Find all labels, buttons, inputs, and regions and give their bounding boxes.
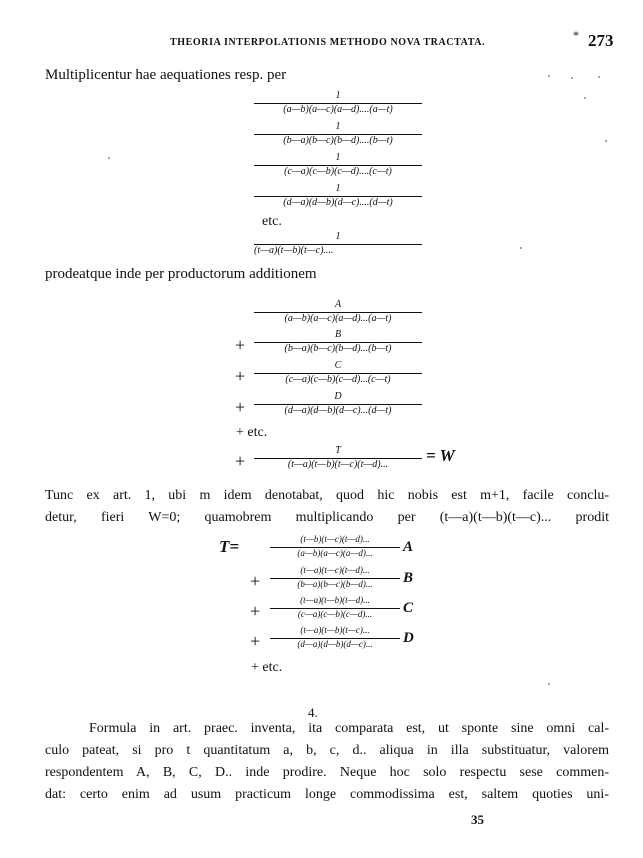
multiplier-etc: etc.	[262, 214, 282, 229]
sum-term-b	[254, 330, 422, 354]
multiplier-c-num: 1	[335, 152, 341, 163]
paragraph-1-line-1: Tunc ex art. 1, ubi m idem denotabat, quod hic nobis est m+1, facile conclu-	[45, 488, 609, 503]
t-term-b-num: (t—a)(t—c)(t—d)...	[300, 565, 370, 575]
sum-term-c-num: C	[334, 360, 342, 371]
t-term-b-den: (b—a)(b—c)(b—d)...	[270, 578, 400, 589]
paragraph-2-line-3: respondentem A, B, C, D.. inde prodire. Neque hoc solo respectu sese commen-	[45, 765, 609, 780]
sum-term-a-num: A	[334, 299, 342, 310]
multiplier-d	[254, 184, 422, 208]
multiplier-a-den: (a—b)(a—c)(a—d)....(a—t)	[254, 103, 422, 115]
scan-speck	[108, 157, 110, 159]
sum-term-t-den: (t—a)(t—b)(t—c)(t—d)...	[254, 458, 422, 470]
sum-plus-t: +	[235, 451, 246, 471]
sum-term-c	[254, 361, 422, 385]
t-term-d-den: (d—a)(d—b)(d—c)...	[270, 638, 400, 649]
t-term-a-letter: A	[403, 539, 414, 555]
multiplier-c	[254, 153, 422, 177]
multiplier-t	[254, 232, 422, 256]
paragraph-1	[45, 485, 609, 529]
page-mark: *	[573, 28, 579, 42]
intro-text: Multiplicentur hae aequationes resp. per	[45, 67, 287, 83]
paragraph-2	[45, 718, 609, 806]
sum-term-d	[254, 392, 422, 416]
sum-term-a	[254, 300, 422, 324]
sum-plus-c: +	[235, 366, 246, 386]
running-title: THEORIA INTERPOLATIONIS METHODO NOVA TRACTATA.	[170, 37, 486, 48]
sum-term-t-num: T	[335, 445, 341, 456]
footer-signature: 35	[471, 812, 484, 827]
t-term-c-den: (c—a)(c—b)(c—d)...	[270, 608, 400, 619]
scan-speck	[548, 75, 550, 77]
paragraph-2-line-1: Formula in art. praec. inventa, ita comparata est, ut sponte sine omni cal-	[89, 721, 609, 736]
section-number: 4.	[308, 705, 318, 720]
sum-term-d-num: D	[334, 391, 342, 402]
t-term-d-num: (t—a)(t—b)(t—c)...	[300, 625, 370, 635]
multiplier-b-den: (b—a)(b—c)(b—d)....(b—t)	[254, 134, 422, 146]
sum-term-d-den: (d—a)(d—b)(d—c)...(d—t)	[254, 404, 422, 416]
scan-speck	[571, 77, 573, 79]
sum-term-b-den: (b—a)(b—c)(b—d)...(b—t)	[254, 342, 422, 354]
t-term-a-den: (a—b)(a—c)(a—d)...	[270, 547, 400, 558]
multiplier-a-num: 1	[335, 90, 341, 101]
scan-speck	[584, 97, 586, 99]
t-term-d	[270, 626, 400, 649]
t-plus-d: +	[250, 631, 261, 651]
multiplier-c-den: (c—a)(c—b)(c—d)....(c—t)	[254, 165, 422, 177]
multiplier-d-num: 1	[335, 183, 341, 194]
sum-term-a-den: (a—b)(a—c)(a—d)...(a—t)	[254, 312, 422, 324]
t-term-a	[270, 535, 400, 558]
scan-speck	[605, 140, 607, 142]
sum-term-t	[254, 446, 422, 470]
multiplier-d-den: (d—a)(d—b)(d—c)....(d—t)	[254, 196, 422, 208]
t-term-c	[270, 596, 400, 619]
sum-etc: + etc.	[236, 425, 268, 440]
multiplier-t-den: (t—a)(t—b)(t—c)....	[254, 244, 422, 256]
scan-speck	[520, 247, 522, 249]
paragraph-1-line-2: detur, fieri W=0; quamobrem multiplicando per (t—a)(t—b)(t—c)... prodit	[45, 510, 609, 525]
paragraph-2-line-4: dat: certo enim ad usum practicum longe commodissima est, saltem quoties uni-	[45, 787, 609, 802]
multiplier-t-num: 1	[335, 231, 341, 242]
scan-speck	[548, 683, 550, 685]
t-term-d-letter: D	[403, 630, 414, 646]
t-term-b-letter: B	[403, 570, 414, 586]
t-plus-b: +	[250, 571, 261, 591]
t-term-b	[270, 566, 400, 589]
scan-speck	[598, 76, 600, 78]
t-term-c-num: (t—a)(t—b)(t—d)...	[300, 595, 370, 605]
sum-equals-w: = W	[426, 446, 455, 465]
t-term-a-num: (t—b)(t—c)(t—d)...	[300, 534, 370, 544]
multiplier-b	[254, 122, 422, 146]
t-plus-c: +	[250, 601, 261, 621]
t-term-c-letter: C	[403, 600, 414, 616]
multiplier-b-num: 1	[335, 121, 341, 132]
paragraph-2-line-2: culo pateat, si pro t quantitatum a, b, c, d.. aliqua in illa substituatur, valorem	[45, 743, 609, 758]
sum-plus-d: +	[235, 397, 246, 417]
multiplier-a	[254, 91, 422, 115]
sum-term-b-num: B	[334, 329, 342, 340]
sum-term-c-den: (c—a)(c—b)(c—d)...(c—t)	[254, 373, 422, 385]
t-formula-lhs: T=	[219, 537, 240, 556]
t-formula-etc: + etc.	[251, 660, 283, 675]
page-number: 273	[588, 31, 614, 50]
sum-intro-text: prodeatque inde per productorum additionem	[45, 266, 317, 282]
sum-plus-b: +	[235, 335, 246, 355]
